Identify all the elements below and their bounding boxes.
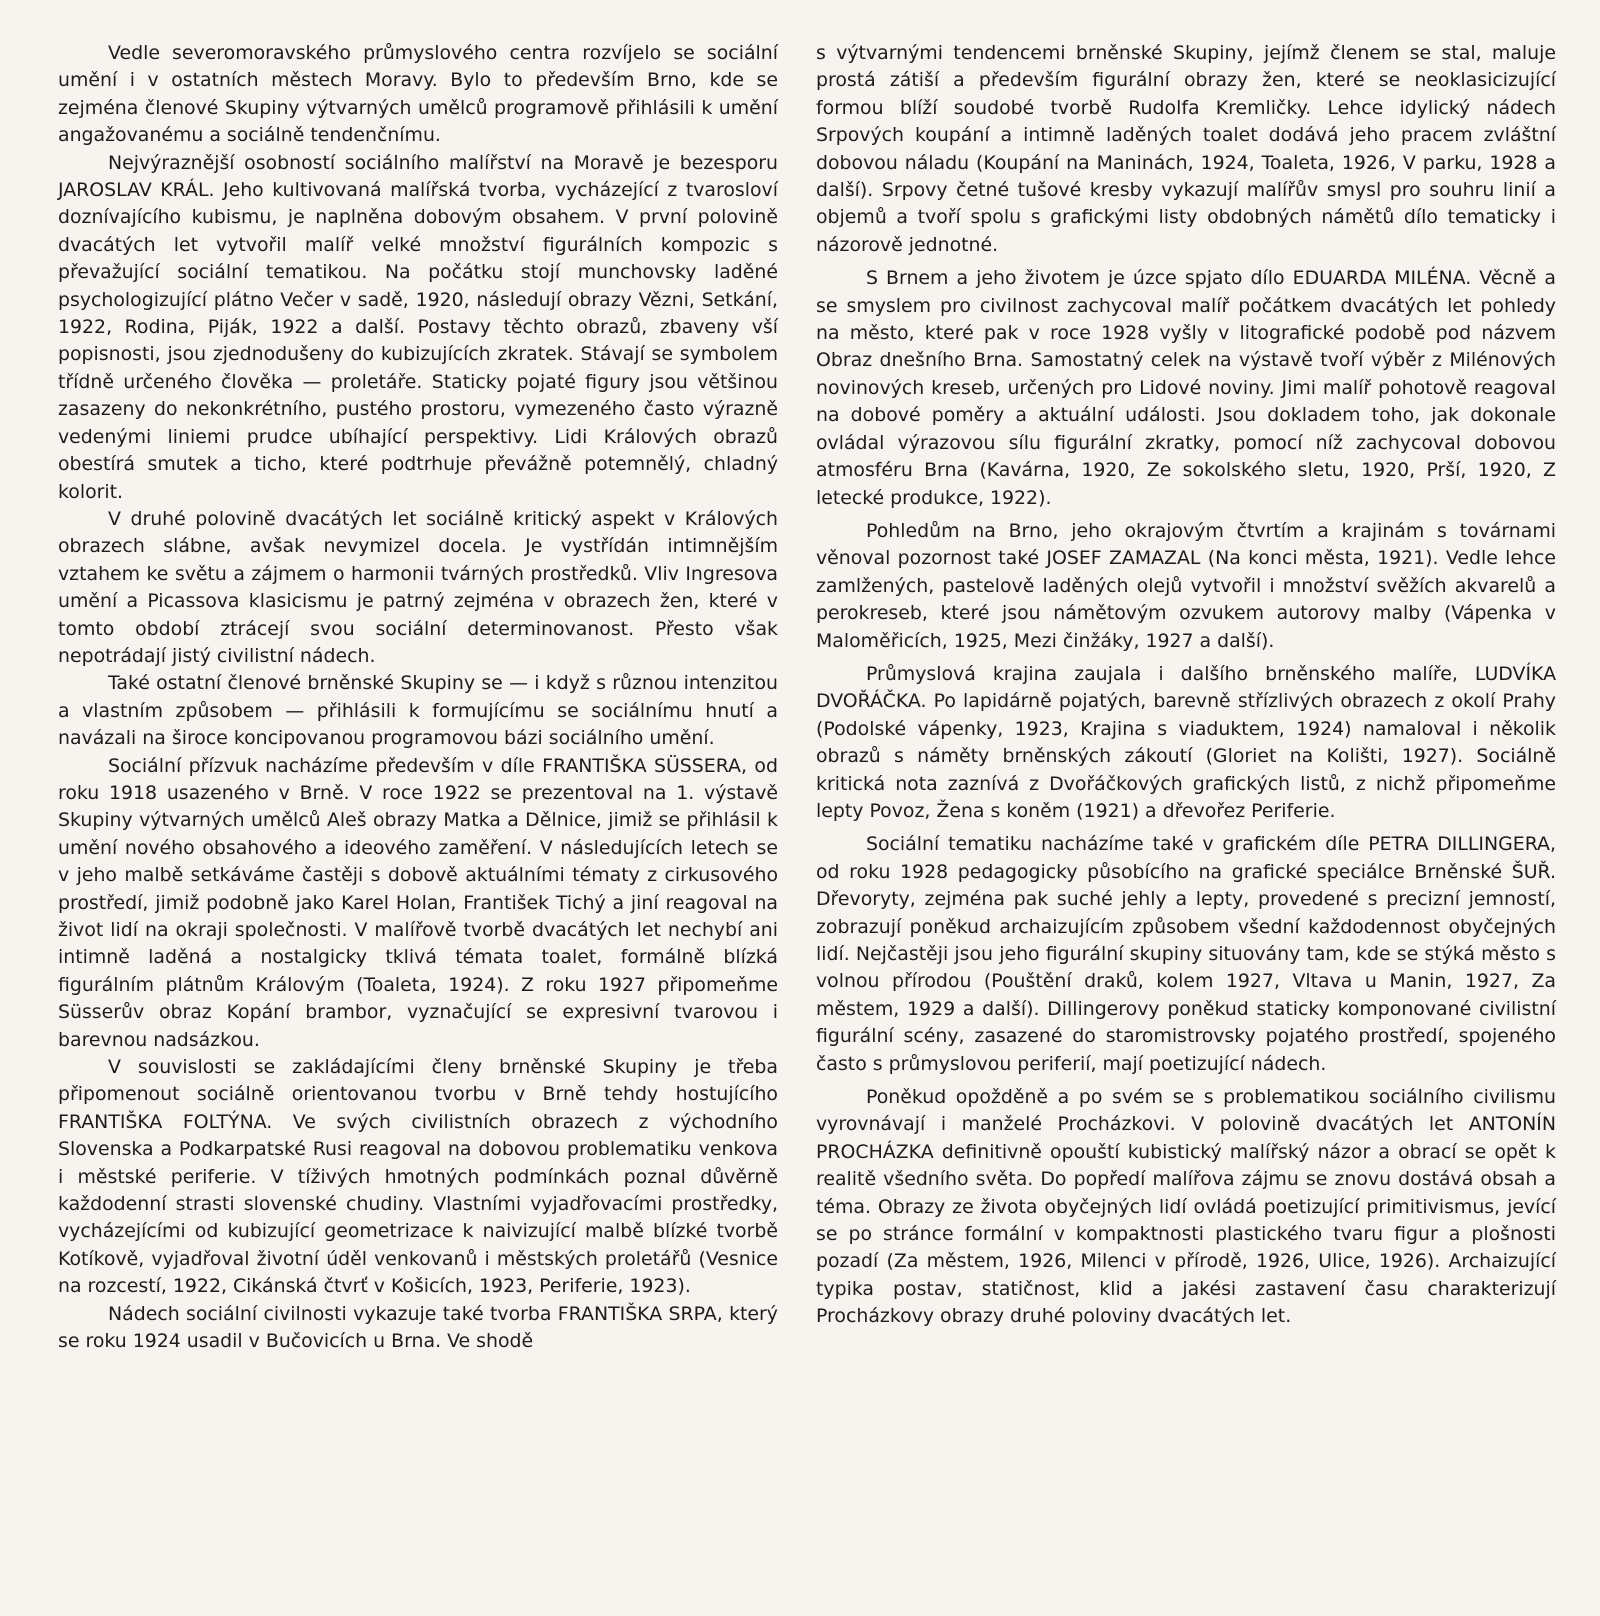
paragraph-srp-continued: s výtvarnými tendencemi brněnské Skupiny, jejímž členem se stal, maluje prostá zátiší a především figurální obrazy žen, které se neoklasicizující formou blíží soudobé tvorbě Rudolfa Kremličky. Lehce idylický nádech Srpových koupání a intimně laděných toalet dodává jeho pracem zvláštní dobovou náladu (Koupání na Maninách, 1924, Toaleta, 1926, V parku, 1928 a další). Srpovy četné tušové kresby vykazují malířův smysl pro souhru linií a objemů a tvoří spolu s grafickými listy obdobných námětů dílo tematicky i názorově jednotné. [816,42,1556,256]
paragraph-frantisek-foltyn: V souvislosti se zakládajícími členy brněnské Skupiny je třeba připomenout sociálně orientovanou tvorbu v Brně tehdy hostujícího FRANTIŠKA FOLTÝNA. Ve svých civilistních obrazech z východního Slovenska a Podkarpatské Rusi reagoval na dobovou problematiku venkova i městské periferie. V tíživých hmotných podmínkách poznal důvěrně každodenní strasti slovenské chudiny. Vlastními vyjadřovacími prostředky, vycházejícími od kubizující geometrizace k naivizující malbě blízké tvorbě Kotíkově, vyjadřoval životní úděl venkovanů i městských proletářů (Vesnice na rozcestí, 1922, Cikánská čtvrť v Košicích, 1923, Periferie, 1923). [58,1056,778,1298]
paragraph-eduard-milen: S Brnem a jeho životem je úzce spjato dílo EDUARDA MILÉNA. Věcně a se smyslem pro civilnost zachycoval malíř počátkem dvacátých let pohledy na město, které pak v roce 1928 vyšly v litografické podobě pod názvem Obraz dnešního Brna. Samostatný celek na výstavě tvoří výběr z Milénových novinových kreseb, určených pro Lidové noviny. Jimi malíř pohotově reagoval na dobové poměry a aktuální události. Jsou dokladem toho, jak dokonale ovládal výrazovou sílu figurální zkratky, pomocí níž zachycoval dobovou atmosféru Brna (Kavárna, 1920, Ze sokolského sletu, 1920, Prší, 1920, Z letecké produkce, 1922). [816,267,1556,509]
paragraph-brno-intro: Vedle severomoravského průmyslového centra rozvíjelo se sociální umění i v ostatních městech Moravy. Bylo to především Brno, kde se zejména členové Skupiny výtvarných umělců programově přihlásili k umění angažovanému a sociálně tendenčnímu. [58,42,778,147]
paragraph-petr-dillinger: Sociální tematiku nacházíme také v grafickém díle PETRA DILLINGERA, od roku 1928 pedagogicky působícího na grafické speciálce Brněnské ŠUŘ. Dřevoryty, zejména pak suché jehly a lepty, provedené s precizní jemností, zobrazují poněkud archaizujícím způsobem všední každodennost obyčejných lidí. Nejčastěji jsou jeho figurální skupiny situovány tam, kde se stýká město s volnou přírodou (Pouštění draků, kolem 1927, Vltava u Manin, 1927, Za městem, 1929 a další). Dillingerovy poněkud staticky komponované civilistní figurální scény, zasazené do staromistrovsky pojatého prostředí, spojeného často s průmyslovou periferií, mají poetizující nádech. [816,833,1556,1075]
paragraph-jaroslav-kral: Nejvýraznější osobností sociálního malířství na Moravě je bezesporu JAROSLAV KRÁL. Jeho kultivovaná malířská tvorba, vycházející z tvarosloví doznívajícího kubismu, je naplněna dobovým obsahem. V první polovině dvacátých let vytvořil malíř velké množství figurálních kompozic s převažující sociální tematikou. Na počátku stojí munchovsky laděné psychologizující plátno Večer v sadě, 1920, následují obrazy Vězni, Setkání, 1922, Rodina, Piják, 1922 a další. Postavy těchto obrazů, zbaveny vší popisnosti, jsou zjednodušeny do kubizujících zkratek. Stávají se symbolem třídně určeného člověka — proletáře. Staticky pojaté figury jsou většinou zasazeny do nekonkrétního, pustého prostoru, vymezeného často výrazně vedenými liniemi prudce ubíhající perspektivy. Lidi Králových obrazů obestírá smutek a ticho, které podtrhuje převážně potemnělý, chladný kolorit. [58,151,778,503]
paragraph-kral-late: V druhé polovině dvacátých let sociálně kritický aspekt v Králových obrazech slábne, avšak nevymizel docela. Je vystřídán intimnějším vztahem ke světu a zájmem o harmonii tvárných prostředků. Vliv Ingresova umění a Picassova klasicismu je patrný zejména v obrazech žen, které v tomto období ztrácejí svou sociální determinovanost. Přesto však nepotrádají jistý civilistní nádech. [58,507,778,667]
right-text-column [816,40,1556,1331]
paragraph-frantisek-susser: Sociální přízvuk nacházíme především v díle FRANTIŠKA SÜSSERA, od roku 1918 usazeného v Brně. V roce 1922 se prezentoval na 1. výstavě Skupiny výtvarných umělců Aleš obrazy Matka a Dělnice, jimiž se přihlásil k umění nového obsahového a ideového zaměření. V následujících letech se v jeho malbě setkáváme častěji s dobově aktuálními tématy z cirkusového prostředí, jimiž podobně jako Karel Holan, František Tichý a jiní reagoval na život lidí na okraji společnosti. V malířově tvorbě dvacátých let nechybí ani intimně laděná a nostalgicky tklivá témata toalet, formálně blízká figurálním plátnům Královým (Toaleta, 1924). Z roku 1927 připomeňme Süsserův obraz Kopání brambor, vyznačující se expresivní tvarovou i barevnou nadsázkou. [58,754,778,1051]
paragraph-josef-zamazal: Pohledům na Brno, jeho okrajovým čtvrtím a krajinám s továrnami věnoval pozornost také JOSEF ZAMAZAL (Na konci města, 1921). Vedle lehce zamlžených, pastelově laděných olejů vytvořil i množství svěžích akvarelů a perokreseb, které jsou námětovým ozvukem autorovy malby (Vápenka v Maloměřicích, 1925, Mezi činžáky, 1927 a další). [816,519,1556,652]
paragraph-frantisek-srp: Nádech sociální civilnosti vykazuje také tvorba FRANTIŠKA SRPA, který se roku 1924 usadil v Bučovicích u Brna. Ve shodě [58,1302,778,1353]
paragraph-skupina-members: Také ostatní členové brněnské Skupiny se — i když s různou intenzitou a vlastním způsobem — přihlásili k formujícímu se sociálnímu hnutí a navázali na široce koncipovanou programovou bázi sociálního umění. [58,672,778,750]
left-text-column [58,40,778,1356]
paragraph-ludvik-dvoracek: Průmyslová krajina zaujala i dalšího brněnského malíře, LUDVÍKA DVOŘÁČKA. Po lapidárně pojatých, barevně střízlivých obrazech z okolí Prahy (Podolské vápenky, 1923, Krajina s viaduktem, 1924) namaloval i několik obrazů s náměty brněnských zákoutí (Gloriet na Kolišti, 1927). Sociálně kritická nota zaznívá z Dvořáčkových grafických listů, z nichž připomeňme lepty Povoz, Žena s koněm (1921) a dřevořez Periferie. [816,662,1556,822]
paragraph-antonin-prochazka: Poněkud opožděně a po svém se s problematikou sociálního civilismu vyrovnávají i manželé Procházkovi. V polovině dvacátých let ANTONÍN PROCHÁZKA definitivně opouští kubistický malířský názor a obrací se opět k realitě všedního světa. Do popředí malířova zájmu se znovu dostává obsah a téma. Obrazy ze života obyčejných lidí ovládá poetizující primitivismus, jevící se po stránce formální v kompaktnosti plastického tvaru figur a plošnosti pozadí (Za městem, 1926, Milenci v přírodě, 1926, Ulice, 1926). Archaizující typika postav, statičnost, klid a jakési zastavení času charakterizují Procházkovy obrazy druhé poloviny dvacátých let. [816,1086,1556,1328]
